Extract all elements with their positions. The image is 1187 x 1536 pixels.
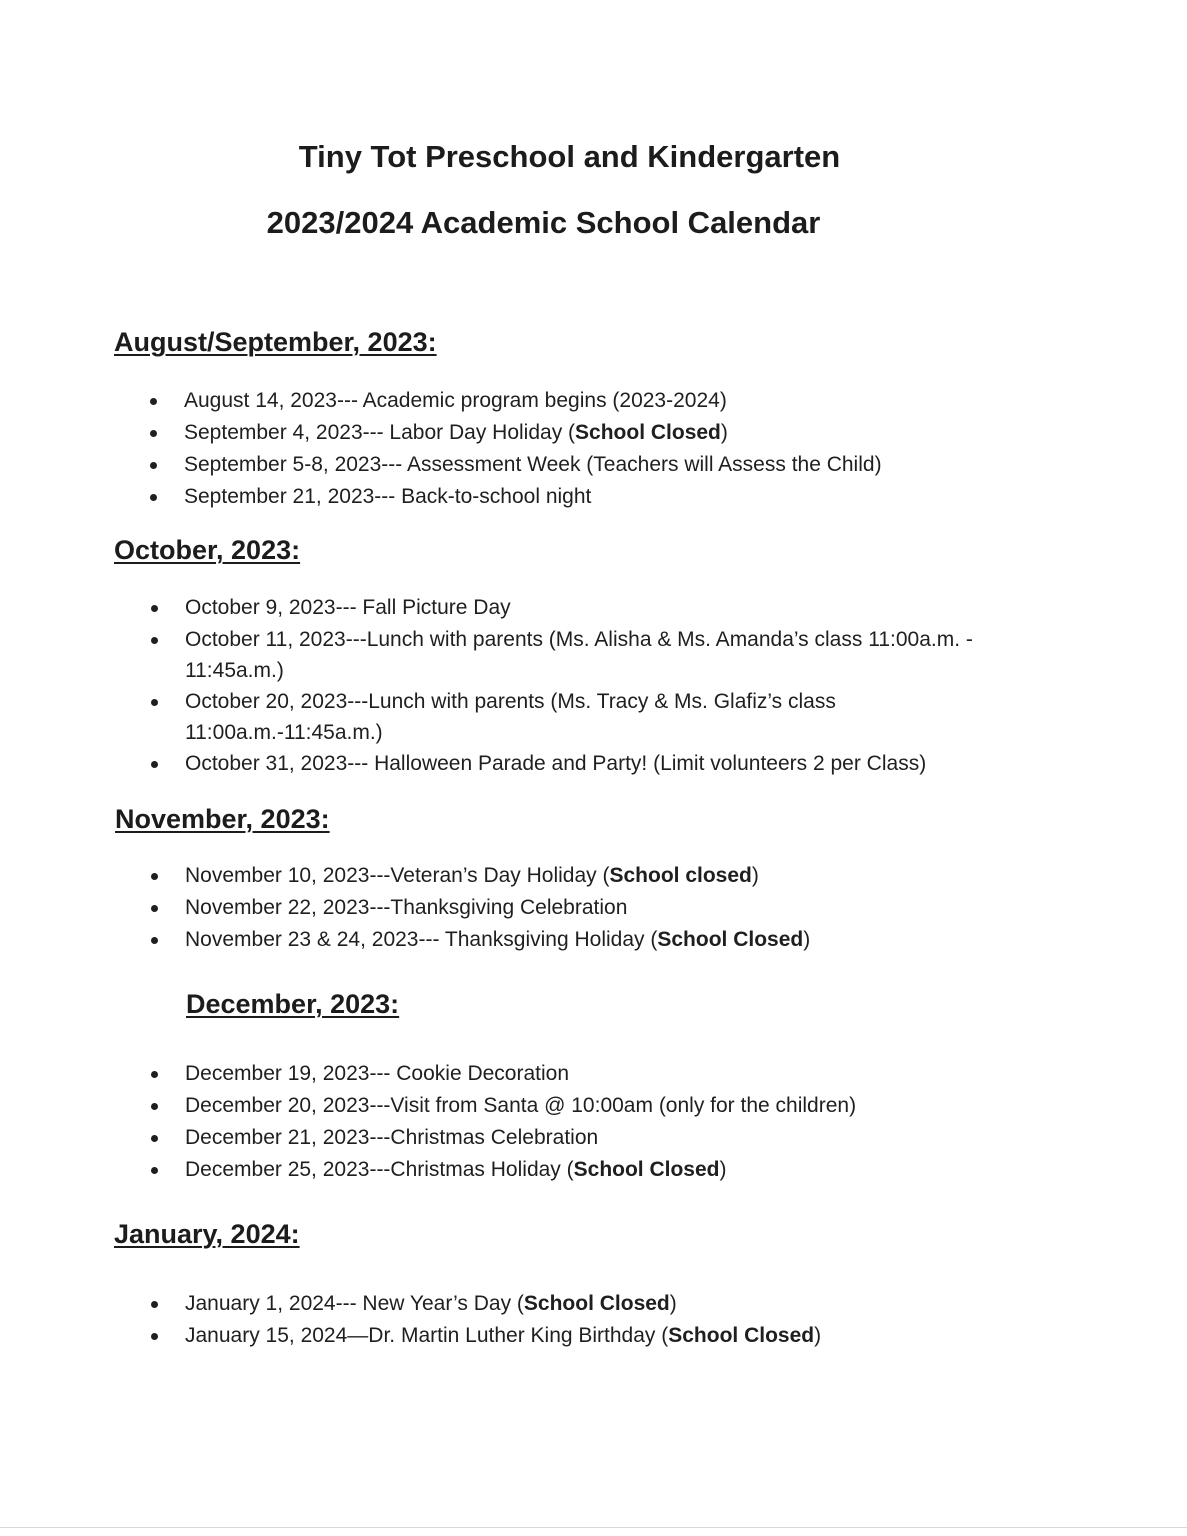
list-item: December 20, 2023---Visit from Santa @ 10:00am (only for the children): [151, 1090, 1111, 1122]
list-item: December 19, 2023--- Cookie Decoration: [151, 1058, 1111, 1090]
list-item: December 25, 2023---Christmas Holiday (School Closed): [151, 1154, 1111, 1186]
list-item: October 20, 2023---Lunch with parents (Ms. Tracy & Ms. Glafiz’s class 11:00a.m.-11:45a.m.): [151, 686, 1031, 748]
event-list-aug-sep: [150, 385, 1110, 513]
list-item: January 15, 2024—Dr. Martin Luther King Birthday (School Closed): [151, 1320, 1111, 1352]
list-item: September 21, 2023--- Back-to-school night: [150, 481, 1110, 513]
list-item: November 23 & 24, 2023--- Thanksgiving Holiday (School Closed): [151, 924, 1111, 956]
section-heading-aug-sep: August/September, 2023:: [114, 327, 437, 357]
section-heading-december: December, 2023:: [186, 989, 400, 1019]
page-bottom-edge: [0, 1527, 1187, 1528]
document-title: Tiny Tot Preschool and Kindergarten: [298, 139, 841, 174]
list-item: October 9, 2023--- Fall Picture Day: [151, 592, 1031, 624]
list-item: November 10, 2023---Veteran’s Day Holiday (School closed): [151, 860, 1111, 892]
list-item: October 11, 2023---Lunch with parents (Ms. Alisha & Ms. Amanda’s class 11:00a.m. - 11:45a.m.): [151, 624, 1031, 686]
event-list-december: [151, 1058, 1111, 1186]
event-list-november: [151, 860, 1111, 956]
list-item: October 31, 2023--- Halloween Parade and Party! (Limit volunteers 2 per Class): [151, 748, 1031, 780]
event-list-october: [151, 592, 1031, 780]
list-item: September 5-8, 2023--- Assessment Week (Teachers will Assess the Child): [150, 449, 1110, 481]
list-item: January 1, 2024--- New Year’s Day (School Closed): [151, 1288, 1111, 1320]
section-heading-october: October, 2023:: [114, 535, 301, 565]
event-list-january: [151, 1288, 1111, 1352]
list-item: November 22, 2023---Thanksgiving Celebration: [151, 892, 1111, 924]
section-heading-november: November, 2023:: [115, 804, 330, 834]
list-item: December 21, 2023---Christmas Celebration: [151, 1122, 1111, 1154]
document-subtitle: 2023/2024 Academic School Calendar: [266, 205, 821, 240]
list-item: September 4, 2023--- Labor Day Holiday (School Closed): [150, 417, 1110, 449]
section-heading-january: January, 2024:: [114, 1219, 300, 1249]
list-item: August 14, 2023--- Academic program begins (2023-2024): [150, 385, 1110, 417]
